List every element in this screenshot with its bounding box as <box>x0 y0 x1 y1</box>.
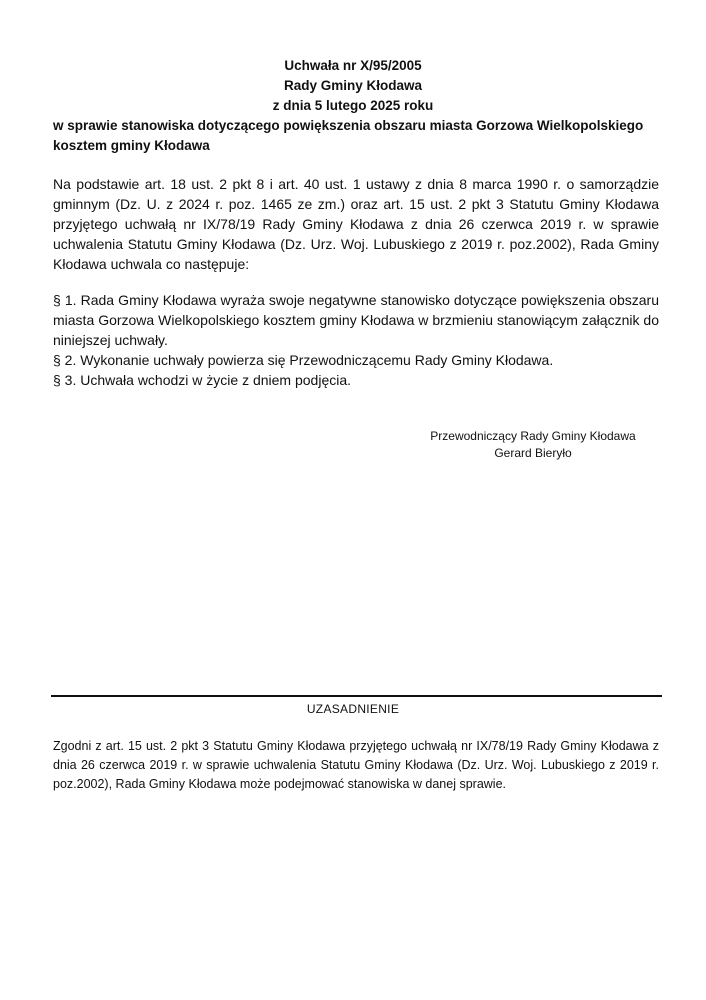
resolution-subject: w sprawie stanowiska dotyczącego powiększenia obszaru miasta Gorzowa Wielkopolskiego kosztem gminy Kłodawa <box>53 118 644 153</box>
paragraph-1: § 1. Rada Gminy Kłodawa wyraża swoje negatywne stanowisko dotyczące powiększenia obszaru miasta Gorzowa Wielkopolskiego kosztem gminy Kłodawa w brzmieniu stanowiącym załącznik do niniejszej uchwały. <box>53 292 659 348</box>
resolution-title-block <box>0 56 706 116</box>
signature-title: Przewodniczący Rady Gminy Kłodawa <box>430 429 636 443</box>
resolution-number: Uchwała nr X/95/2005 <box>284 58 422 73</box>
justification-heading: UZASADNIENIE <box>306 702 400 716</box>
resolution-paragraphs <box>53 290 659 390</box>
signature-block <box>400 428 666 462</box>
section-divider <box>51 695 662 697</box>
council-name: Rady Gminy Kłodawa <box>283 78 423 93</box>
justification-body: Zgodni z art. 15 ust. 2 pkt 3 Statutu Gminy Kłodawa przyjętego uchwałą nr IX/78/19 Rady Gminy Kłodawa z dnia 26 czerwca 2019 r. w sprawie uchwalenia Statutu Gminy Kłodawa (Dz. Urz. Woj. Lubuskiego z 2019 r. poz.2002), Rada Gminy Kłodawa może podejmować stanowiska w danej sprawie. <box>53 739 659 791</box>
legal-basis-preamble: Na podstawie art. 18 ust. 2 pkt 8 i art. 40 ust. 1 ustawy z dnia 8 marca 1990 r. o samorządzie gminnym (Dz. U. z 2024 r. poz. 1465 ze zm.) oraz art. 15 ust. 2 pkt 3 Statutu Gminy Kłodawa przyjętego uchwałą nr IX/78/19 Rady Gminy Kłodawa z dnia 26 czerwca 2019 r. w sprawie uchwalenia Statutu Gminy Kłodawa (Dz. Urz. Woj. Lubuskiego z 2019 r. poz.2002), Rada Gminy Kłodawa uchwala co następuje: <box>53 176 659 272</box>
paragraph-3: § 3. Uchwała wchodzi w życie z dniem podjęcia. <box>53 372 352 388</box>
paragraph-2: § 2. Wykonanie uchwały powierza się Przewodniczącemu Rady Gminy Kłodawa. <box>53 352 554 368</box>
resolution-date: z dnia 5 lutego 2025 roku <box>272 98 434 113</box>
signature-name: Gerard Bieryło <box>494 446 572 460</box>
